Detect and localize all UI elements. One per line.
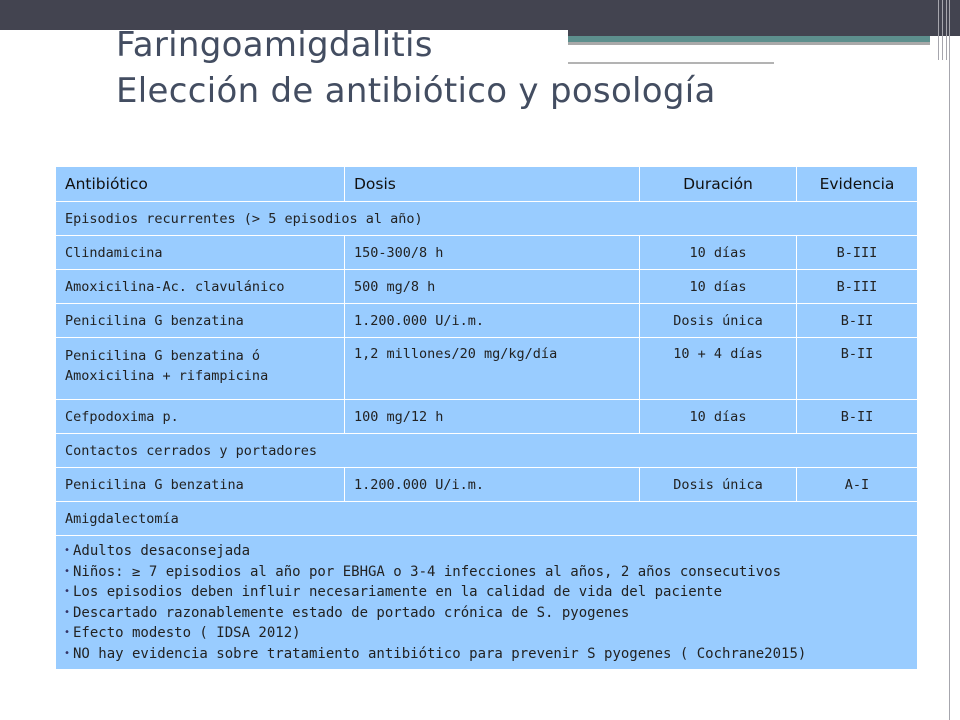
cell-antibiotic: Amoxicilina-Ac. clavulánico (56, 270, 345, 304)
cell-evidence: B-II (797, 338, 918, 400)
list-item: • NO hay evidencia sobre tratamiento antibiótico para prevenir S pyogenes ( Cochrane2015) (65, 644, 908, 665)
section-row (56, 502, 918, 536)
table-row (56, 270, 918, 304)
table-row (56, 304, 918, 338)
list-item: • Niños: ≥ 7 episodios al año por EBHGA o 3-4 infecciones al años, 2 años consecutivos (65, 562, 908, 583)
cell-antibiotic: Cefpodoxima p. (56, 400, 345, 434)
cell-duration: 10 días (640, 236, 797, 270)
cell-dose: 1.200.000 U/i.m. (345, 468, 640, 502)
section-row (56, 434, 918, 468)
table-header-row (56, 167, 918, 202)
list-item: • Descartado razonablemente estado de portado crónica de S. pyogenes (65, 603, 908, 624)
title-line-2: Elección de antibiótico y posología (116, 71, 716, 111)
cell-dose: 1.200.000 U/i.m. (345, 304, 640, 338)
list-item: • Efecto modesto ( IDSA 2012) (65, 623, 908, 644)
title-line-1: Faringoamigdalitis (116, 25, 433, 65)
cell-duration: 10 + 4 días (640, 338, 797, 400)
cell-dose: 1,2 millones/20 mg/kg/día (345, 338, 640, 400)
notes-row (56, 536, 918, 670)
cell-antibiotic (56, 338, 345, 400)
cell-antibiotic: Clindamicina (56, 236, 345, 270)
notes-cell (56, 536, 918, 670)
cell-evidence: B-III (797, 270, 918, 304)
table-row (56, 468, 918, 502)
right-decorative-frame (930, 0, 960, 720)
header-dose: Dosis (345, 167, 640, 202)
cell-antibiotic-line-1: Penicilina G benzatina ó (65, 348, 261, 364)
cell-dose: 100 mg/12 h (345, 400, 640, 434)
cell-duration: Dosis única (640, 304, 797, 338)
table-row (56, 400, 918, 434)
cell-evidence: B-III (797, 236, 918, 270)
cell-evidence: B-II (797, 304, 918, 338)
header-evidence: Evidencia (797, 167, 918, 202)
cell-dose: 500 mg/8 h (345, 270, 640, 304)
cell-dose: 150-300/8 h (345, 236, 640, 270)
table-row (56, 236, 918, 270)
cell-evidence: B-II (797, 400, 918, 434)
list-item: • Adultos desaconsejada (65, 541, 908, 562)
cell-duration: Dosis única (640, 468, 797, 502)
cell-duration: 10 días (640, 270, 797, 304)
cell-duration: 10 días (640, 400, 797, 434)
header-antibiotic: Antibiótico (56, 167, 345, 202)
slide-title (116, 22, 716, 114)
cell-antibiotic-line-2: Amoxicilina + rifampicina (65, 368, 269, 384)
cell-antibiotic: Penicilina G benzatina (56, 304, 345, 338)
table-row (56, 338, 918, 400)
antibiotic-table (55, 166, 918, 670)
list-item: • Los episodios deben influir necesariamente en la calidad de vida del paciente (65, 582, 908, 603)
header-duration: Duración (640, 167, 797, 202)
cell-antibiotic: Penicilina G benzatina (56, 468, 345, 502)
section-row (56, 202, 918, 236)
cell-evidence: A-I (797, 468, 918, 502)
section-recurrent: Episodios recurrentes (> 5 episodios al año) (56, 202, 918, 236)
section-tonsillectomy: Amigdalectomía (56, 502, 918, 536)
section-contacts: Contactos cerrados y portadores (56, 434, 918, 468)
notes-list (65, 541, 908, 664)
